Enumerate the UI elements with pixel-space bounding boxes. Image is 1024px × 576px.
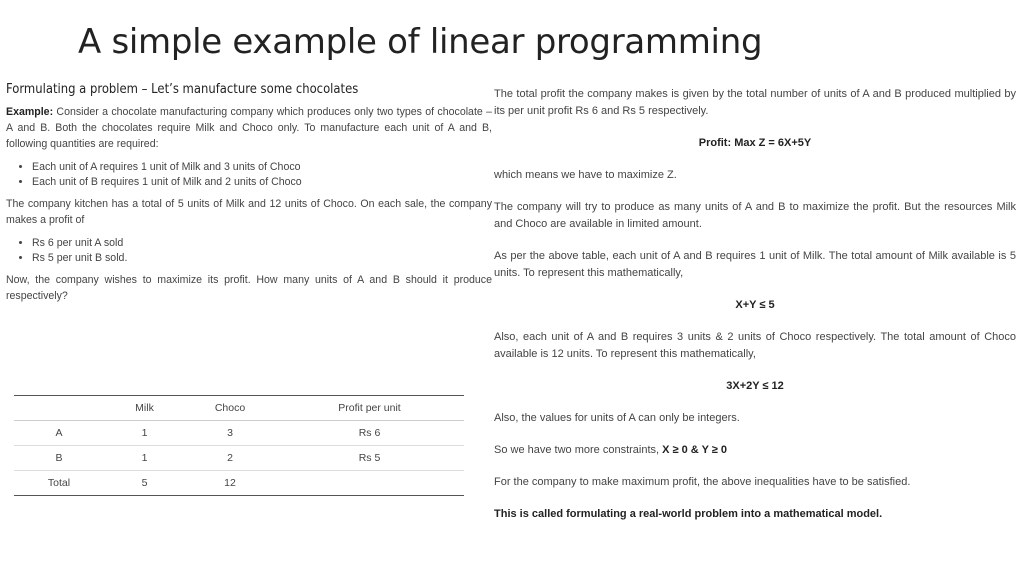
requirements-list: [6, 160, 492, 190]
table-cell: [275, 471, 464, 496]
table-cell: 1: [104, 421, 185, 446]
list-item: • Rs 5 per unit B sold.: [32, 251, 492, 266]
table-header-cell: Milk: [104, 396, 185, 421]
slide-title: A simple example of linear programming: [78, 22, 763, 62]
question-paragraph: Now, the company wishes to maximize its profit. How many units of A and B should it produce respectively?: [6, 274, 492, 302]
nonnegativity-constraints: X ≥ 0 & Y ≥ 0: [662, 444, 728, 456]
constraints-paragraph: [494, 442, 1016, 459]
choco-paragraph: Also, each unit of A and B requires 3 units & 2 units of Choco respectively. The total amount of Choco available is 12 units. To represent this mathematically,: [494, 331, 1016, 360]
left-column: [6, 80, 492, 304]
requirements-table: [14, 395, 464, 496]
requirements-table-wrap: [14, 395, 464, 496]
table-header-cell: Choco: [185, 396, 275, 421]
table-header-cell: Profit per unit: [275, 396, 464, 421]
section-heading: Formulating a problem – Let’s manufacture some chocolates: [6, 81, 359, 97]
list-item: • Rs 6 per unit A sold: [32, 236, 492, 251]
table-row: [14, 471, 464, 496]
constraints-prefix: So we have two more constraints,: [494, 444, 663, 456]
table-cell: A: [14, 421, 104, 446]
profit-equation: Profit: Max Z = 6X+5Y: [698, 137, 812, 149]
milk-constraint: X+Y ≤ 5: [735, 299, 775, 311]
profits-list: [6, 236, 492, 266]
table-cell: 5: [104, 471, 185, 496]
conclusion-text: This is called formulating a real-world problem into a mathematical model.: [494, 508, 883, 520]
right-column: [494, 86, 1016, 523]
table-row: [14, 446, 464, 471]
example-label: Example:: [6, 106, 54, 118]
profit-paragraph: The total profit the company makes is given by the total number of units of A and B produced multiplied by its per unit profit Rs 6 and Rs 5 respectively.: [494, 88, 1016, 117]
table-cell: 1: [104, 446, 185, 471]
milk-paragraph: As per the above table, each unit of A and B requires 1 unit of Milk. The total amount of Milk available is 5 units. To represent this mathematically,: [494, 250, 1016, 279]
list-item: • Each unit of A requires 1 unit of Milk and 3 units of Choco: [32, 160, 492, 175]
choco-constraint: 3X+2Y ≤ 12: [726, 380, 784, 392]
resources-paragraph: The company will try to produce as many units of A and B to maximize the profit. But the resources Milk and Choco are available in limited amount.: [494, 201, 1016, 230]
satisfy-paragraph: For the company to make maximum profit, the above inequalities have to be satisfied.: [494, 476, 911, 488]
integer-paragraph: Also, the values for units of A can only be integers.: [494, 412, 740, 424]
table-cell: Total: [14, 471, 104, 496]
table-cell: B: [14, 446, 104, 471]
table-cell: 12: [185, 471, 275, 496]
table-cell: Rs 6: [275, 421, 464, 446]
table-cell: 3: [185, 421, 275, 446]
table-cell: Rs 5: [275, 446, 464, 471]
example-paragraph: [6, 104, 492, 152]
list-item: • Each unit of B requires 1 unit of Milk and 2 units of Choco: [32, 175, 492, 190]
table-header-row: [14, 396, 464, 421]
maximize-paragraph: which means we have to maximize Z.: [494, 169, 677, 181]
kitchen-paragraph: The company kitchen has a total of 5 units of Milk and 12 units of Choco. On each sale, the company makes a profit of: [6, 198, 492, 226]
table-cell: 2: [185, 446, 275, 471]
table-header-cell: [14, 396, 104, 421]
example-text: Consider a chocolate manufacturing company which produces only two types of chocolate – A and B. Both the chocolates require Milk and Choco only. To manufacture each unit of A and B, following quantities are required:: [6, 106, 492, 150]
conclusion-paragraph: [494, 506, 1016, 523]
table-row: [14, 421, 464, 446]
